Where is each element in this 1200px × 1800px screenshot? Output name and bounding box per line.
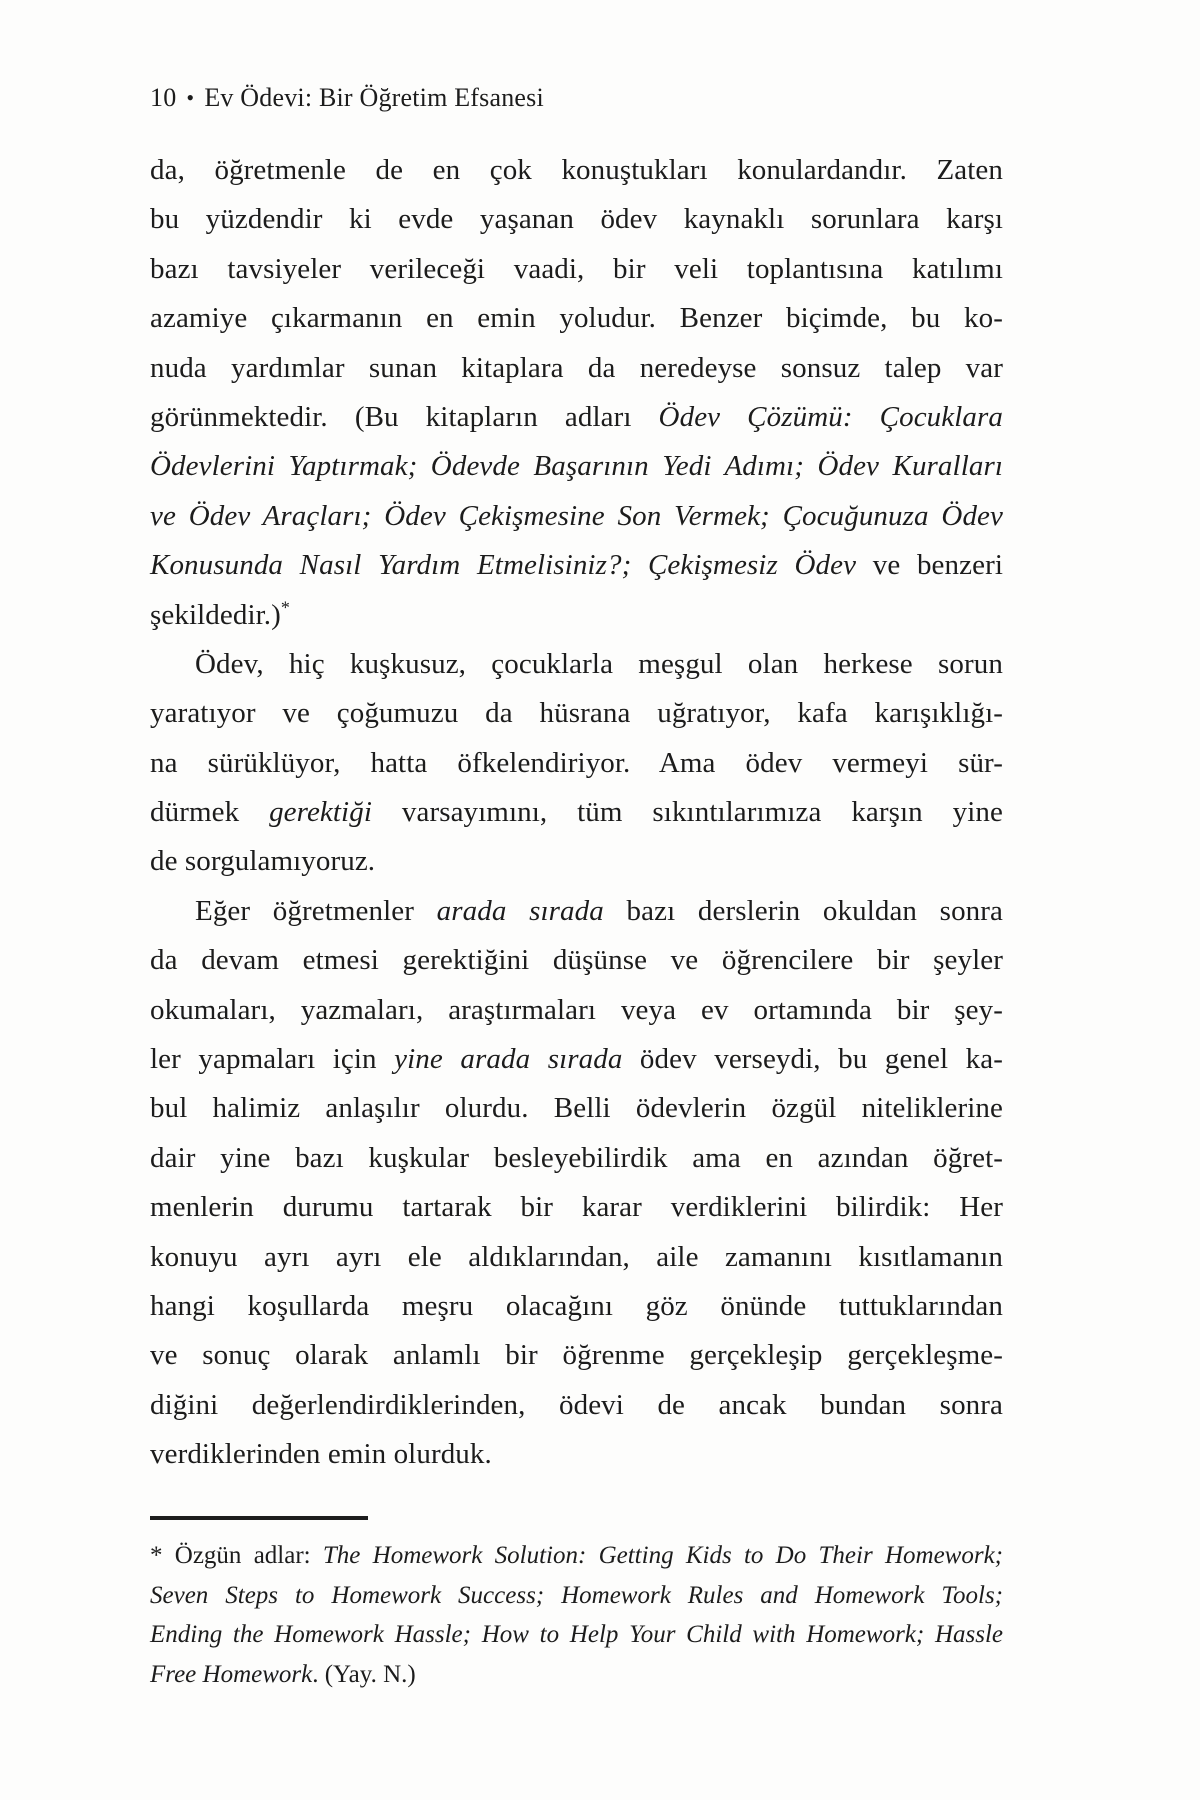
text-segment: ve sonuç olarak anlamlı bir öğrenme gerçekleşip gerçekleşme- [150,1339,1003,1372]
text-line [150,393,1003,442]
text-segment: bazı tavsiyeler verileceği vaadi, bir veli toplantısına katılımı [150,252,1003,285]
text-segment: Seven Steps to Homework Success; Homework Rules and Homework Tools; [150,1581,1003,1609]
text-segment: görünmektedir. (Bu kitapların adları [150,400,659,433]
running-title: Ev Ödevi: Bir Öğretim Efsanesi [204,83,544,112]
text-segment: konuyu ayrı ayrı ele aldıklarından, aile zamanını kısıtlamanın [150,1240,1003,1273]
text-segment: nuda yardımlar sunan kitaplara da neredeyse sonsuz talep var [150,351,1003,384]
text-line [150,1381,1003,1430]
text-segment: bul halimiz anlaşılır olurdu. Belli ödevlerin özgül niteliklerine [150,1092,1003,1125]
text-line [150,986,1003,1035]
text-line [150,1084,1003,1133]
text-line [150,195,1003,244]
text-line [150,1430,1003,1479]
text-line [150,294,1003,343]
text-segment: Free Homework [150,1660,313,1688]
text-line [150,788,1003,837]
page-header [150,82,544,114]
text-line [150,1655,1003,1695]
text-segment: da devam etmesi gerektiğini düşünse ve öğrencilere bir şeyler [150,944,1003,977]
text-segment: gerektiği [269,796,372,829]
text-segment: ödev verseydi, bu genel ka- [622,1043,1003,1076]
text-segment: Ödev, hiç kuşkusuz, çocuklarla meşgul olan herkese sorun [195,647,1003,680]
text-line [150,887,1003,936]
text-segment: da, öğretmenle de en çok konuştukları konulardandır. Zaten [150,154,1003,186]
text-line [150,739,1003,788]
text-line [150,344,1003,393]
text-line [150,1282,1003,1331]
text-segment: The Homework Solution: Getting Kids to Do Their Homework; [322,1542,1003,1569]
text-segment: yine arada sırada [394,1043,623,1076]
text-segment: dair yine bazı kuşkular besleyebilirdik ama en azından öğret- [150,1141,1003,1174]
text-line [150,1035,1003,1084]
text-segment: Ödev Çözümü: Çocuklara [658,400,1003,433]
text-segment: ve benzeri [856,549,1003,582]
text-segment: Konusunda Nasıl Yardım Etmelisiniz?; Çekişmesiz Ödev [150,549,857,582]
text-line [150,541,1003,590]
text-segment: bazı derslerin okuldan sonra [603,894,1004,927]
text-segment: diğini değerlendirdiklerinden, ödevi de ancak bundan sonra [150,1388,1003,1421]
text-line [150,837,1003,886]
text-line [150,442,1003,491]
text-segment: dürmek [150,796,270,829]
text-line [150,689,1003,738]
body-text [150,146,1003,1480]
text-line [150,1536,1003,1576]
text-segment: verdiklerinden emin olurduk. [150,1438,492,1471]
text-line [150,1615,1003,1655]
text-segment: . (Yay. N.) [312,1660,416,1688]
text-segment: yaratıyor ve çoğumuzu da hüsrana uğratıyor, kafa karışıklığı- [150,697,1003,730]
text-line [150,936,1003,985]
text-line [150,1576,1003,1616]
footnote-rule [150,1516,368,1520]
text-segment: ve Ödev Araçları; Ödev Çekişmesine Son Vermek; Çocuğunuza Ödev [150,499,1003,532]
text-line [150,146,1003,195]
footnote-marker: * [280,596,290,617]
text-segment: okumaları, yazmaları, araştırmaları veya ev ortamında bir şey- [150,993,1003,1026]
text-segment: ler yapmaları için [150,1043,395,1076]
page-number: 10 [150,83,177,112]
text-line [150,1183,1003,1232]
text-line [150,1134,1003,1183]
text-segment: Ödevlerini Yaptırmak; Ödevde Başarının Yedi Adımı; Ödev Kuralları [150,450,1003,483]
text-segment: varsayımını, tüm sıkıntılarımıza karşın yine [371,796,1003,829]
text-segment: bu yüzdendir ki evde yaşanan ödev kaynaklı sorunlara karşı [150,203,1003,236]
text-segment: Ending the Homework Hassle; How to Help Your Child with Homework; Hassle [150,1621,1003,1649]
text-line [150,640,1003,689]
text-segment: hangi koşullarda meşru olacağını göz önünde tuttuklarından [150,1289,1003,1322]
text-segment: na sürüklüyor, hatta öfkelendiriyor. Ama ödev vermeyi sür- [150,746,1003,779]
text-segment: azamiye çıkarmanın en emin yoludur. Benzer biçimde, bu ko- [150,302,1003,335]
text-line [150,1331,1003,1380]
text-segment: şekildedir.) [150,598,281,631]
text-line [150,591,1003,640]
text-segment: * Özgün adlar: [150,1542,323,1569]
text-segment: menlerin durumu tartarak bir karar verdiklerini bilirdik: Her [150,1191,1003,1224]
footnote [150,1536,1003,1694]
text-segment: arada sırada [436,894,604,927]
text-line [150,492,1003,541]
text-segment: Eğer öğretmenler [195,894,437,927]
bullet-separator-icon: • [186,85,195,110]
text-segment: de sorgulamıyoruz. [150,845,376,878]
text-line [150,1233,1003,1282]
text-line [150,245,1003,294]
